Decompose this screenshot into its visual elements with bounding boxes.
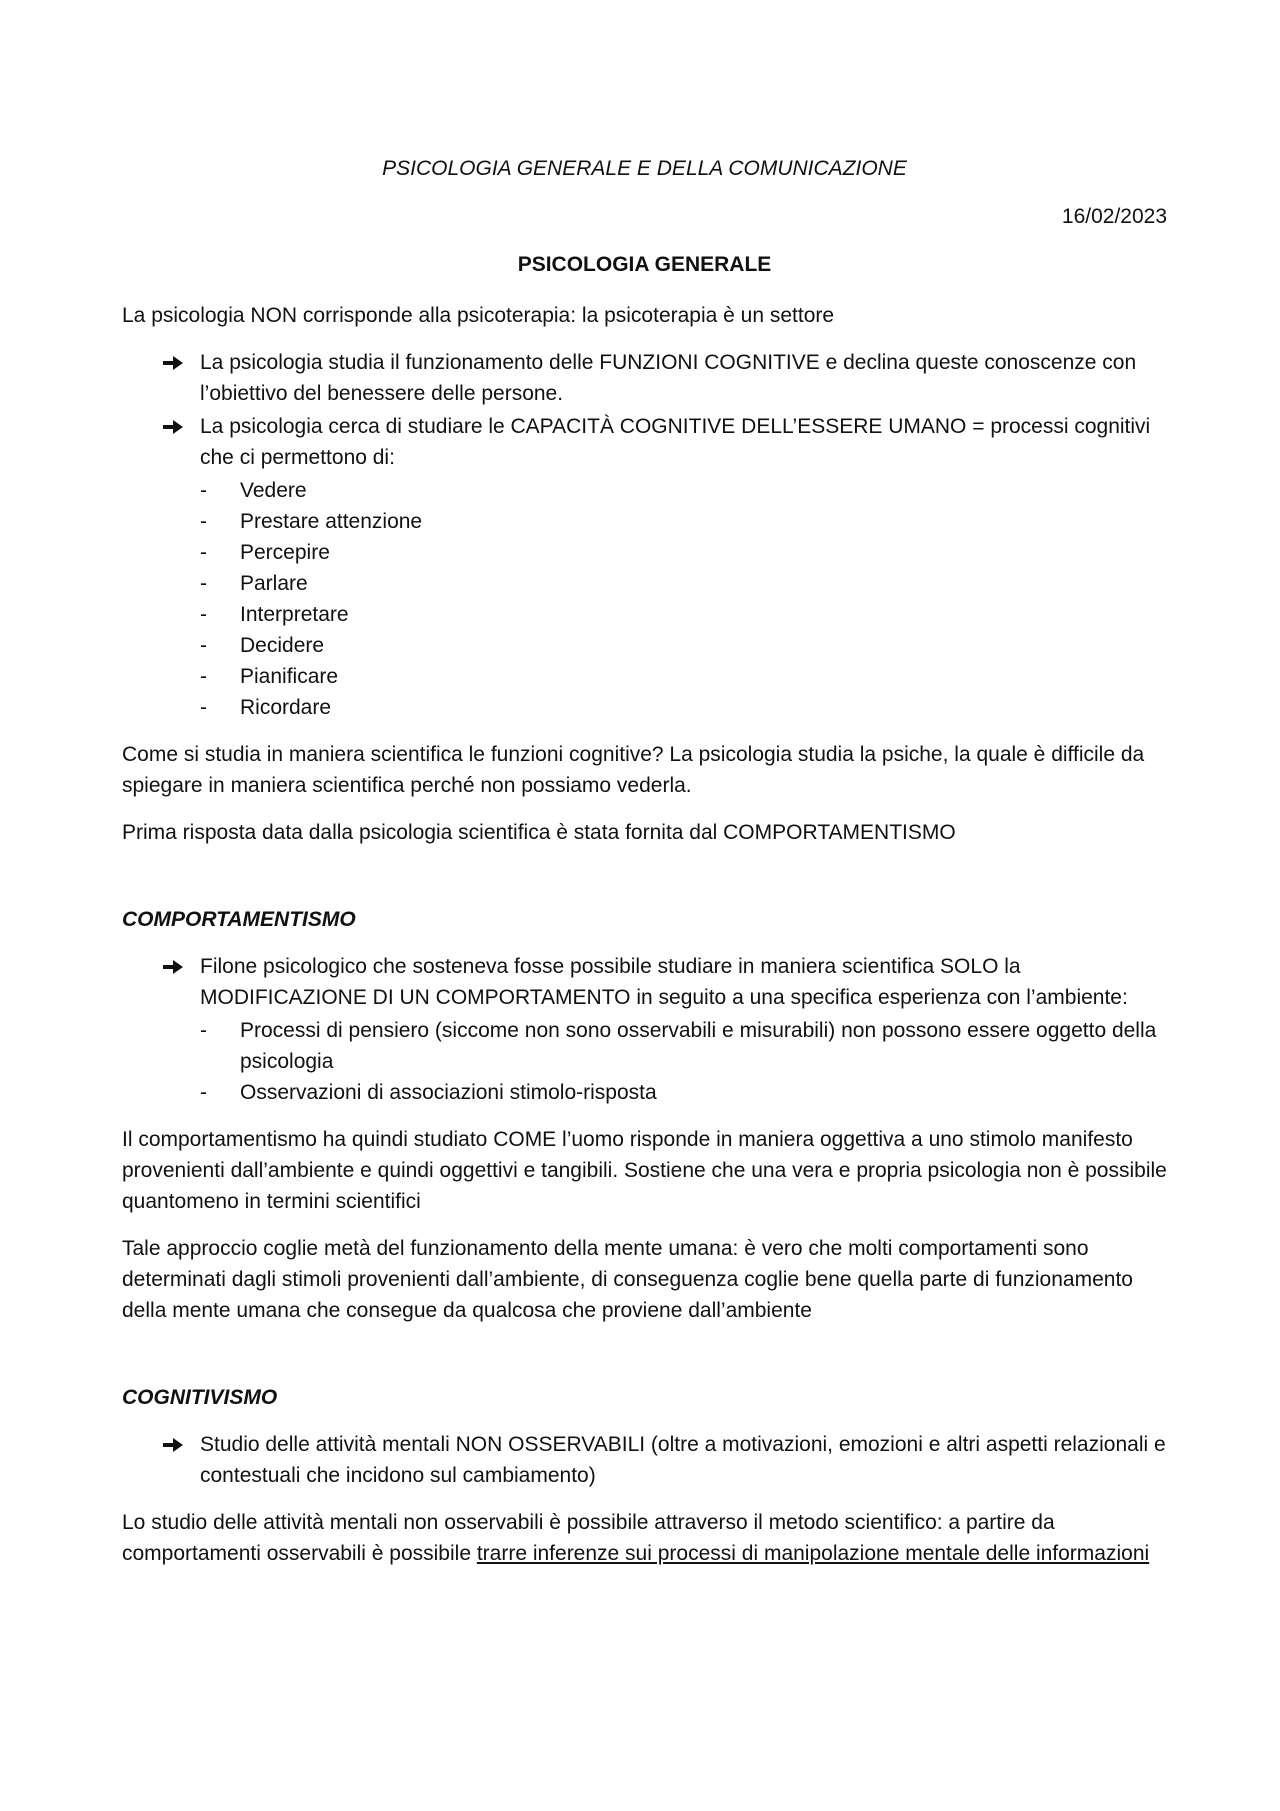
behaviorism-paragraph-1: Il comportamentismo ha quindi studiato COME l’uomo risponde in maniera oggettiva a uno stimolo manifesto provenienti dall’ambiente e quindi oggettivi e tangibili. Sostiene che una vera e propria psicologia non è possibile quantomeno in termini scientifici — [122, 1128, 1167, 1213]
main-heading: PSICOLOGIA GENERALE — [517, 253, 772, 276]
behaviorism-heading: COMPORTAMENTISMO — [122, 908, 356, 931]
list-item — [200, 568, 1167, 599]
capacity-text: Ricordare — [240, 696, 332, 719]
capacity-text: Parlare — [240, 572, 308, 595]
capacities-list — [200, 475, 1167, 723]
list-item — [200, 1015, 1167, 1077]
arrow-right-icon — [162, 958, 184, 976]
first-answer-paragraph: Prima risposta data dalla psicologia scientifica è stata fornita dal COMPORTAMENTISMO — [122, 821, 956, 844]
dash-marker: - — [200, 1081, 207, 1104]
capacity-text: Prestare attenzione — [240, 510, 423, 533]
list-item — [200, 537, 1167, 568]
list-item — [200, 599, 1167, 630]
question-paragraph: Come si studia in maniera scientifica le funzioni cognitive? La psicologia studia la psiche, la quale è difficile da spiegare in maniera scientifica perché non possiamo vederla. — [122, 743, 1145, 797]
intro-point-text-2: La psicologia cerca di studiare le CAPACITÀ COGNITIVE DELL’ESSERE UMANO = processi cognitivi che ci permettono di: — [200, 415, 1151, 469]
document-title: PSICOLOGIA GENERALE E DELLA COMUNICAZIONE — [382, 157, 907, 180]
intro-points-list — [122, 347, 1167, 723]
section-spacer — [122, 848, 1167, 904]
capacity-text: Pianificare — [240, 665, 339, 688]
cognitivism-paragraph-start: Lo studio delle attività mentali non osservabili è possibile attraverso il metodo scientifico: a partire da comportamenti osservabili è possibile — [122, 1511, 1055, 1565]
behaviorism-subpoints-list — [200, 1015, 1167, 1108]
list-item — [200, 630, 1167, 661]
arrow-right-icon — [162, 354, 184, 372]
cognitivism-heading: COGNITIVISMO — [122, 1386, 278, 1409]
list-item — [200, 475, 1167, 506]
capacity-text: Vedere — [240, 479, 307, 502]
dash-marker: - — [200, 1019, 207, 1042]
intro-point-1 — [200, 347, 1167, 409]
list-item — [200, 661, 1167, 692]
arrow-right-icon — [162, 418, 184, 436]
intro-paragraph: La psicologia NON corrisponde alla psicoterapia: la psicoterapia è un settore — [122, 304, 835, 327]
behaviorism-points-list — [122, 951, 1167, 1108]
list-item — [200, 506, 1167, 537]
dash-marker: - — [200, 634, 207, 657]
intro-point-text-1: La psicologia studia il funzionamento delle FUNZIONI COGNITIVE e declina queste conoscenze con l’obiettivo del benessere delle persone. — [200, 351, 1137, 405]
arrow-right-icon — [162, 1436, 184, 1454]
section-spacer — [122, 1326, 1167, 1382]
capacity-text: Decidere — [240, 634, 325, 657]
capacity-text: Interpretare — [240, 603, 349, 626]
list-item — [200, 1077, 1167, 1108]
dash-marker: - — [200, 696, 207, 719]
behaviorism-subpoint-text: Osservazioni di associazioni stimolo-risposta — [240, 1081, 657, 1104]
behaviorism-subpoint-text: Processi di pensiero (siccome non sono osservabili e misurabili) non possono essere oggetto della psicologia — [240, 1019, 1157, 1073]
cognitivism-point-text: Studio delle attività mentali NON OSSERVABILI (oltre a motivazioni, emozioni e altri aspetti relazionali e contestuali che incidono sul cambiamento) — [200, 1433, 1166, 1487]
cognitivism-paragraph — [122, 1507, 1167, 1569]
list-item — [200, 692, 1167, 723]
cognitivism-points-list — [122, 1429, 1167, 1491]
dash-marker: - — [200, 603, 207, 626]
behaviorism-paragraph-2: Tale approccio coglie metà del funzionamento della mente umana: è vero che molti comportamenti sono determinati dagli stimoli provenienti dall’ambiente, di conseguenza coglie bene quella parte di funzionamento della mente umana che consegue da qualcosa che proviene dall’ambiente — [122, 1237, 1133, 1322]
dash-marker: - — [200, 665, 207, 688]
cognitivism-underlined-text: trarre inferenze sui processi di manipolazione mentale delle informazioni — [476, 1542, 1150, 1565]
intro-point-2 — [200, 411, 1167, 723]
behaviorism-point-text: Filone psicologico che sosteneva fosse possibile studiare in maniera scientifica SOLO la MODIFICAZIONE DI UN COMPORTAMENTO in seguito a una specifica esperienza con l’ambiente: — [200, 955, 1128, 1009]
document-date: 16/02/2023 — [1061, 205, 1167, 228]
cognitivism-point — [200, 1429, 1167, 1491]
dash-marker: - — [200, 510, 207, 533]
dash-marker: - — [200, 541, 207, 564]
dash-marker: - — [200, 479, 207, 502]
capacity-text: Percepire — [240, 541, 330, 564]
dash-marker: - — [200, 572, 207, 595]
document-content — [122, 150, 1167, 1569]
behaviorism-point — [200, 951, 1167, 1108]
